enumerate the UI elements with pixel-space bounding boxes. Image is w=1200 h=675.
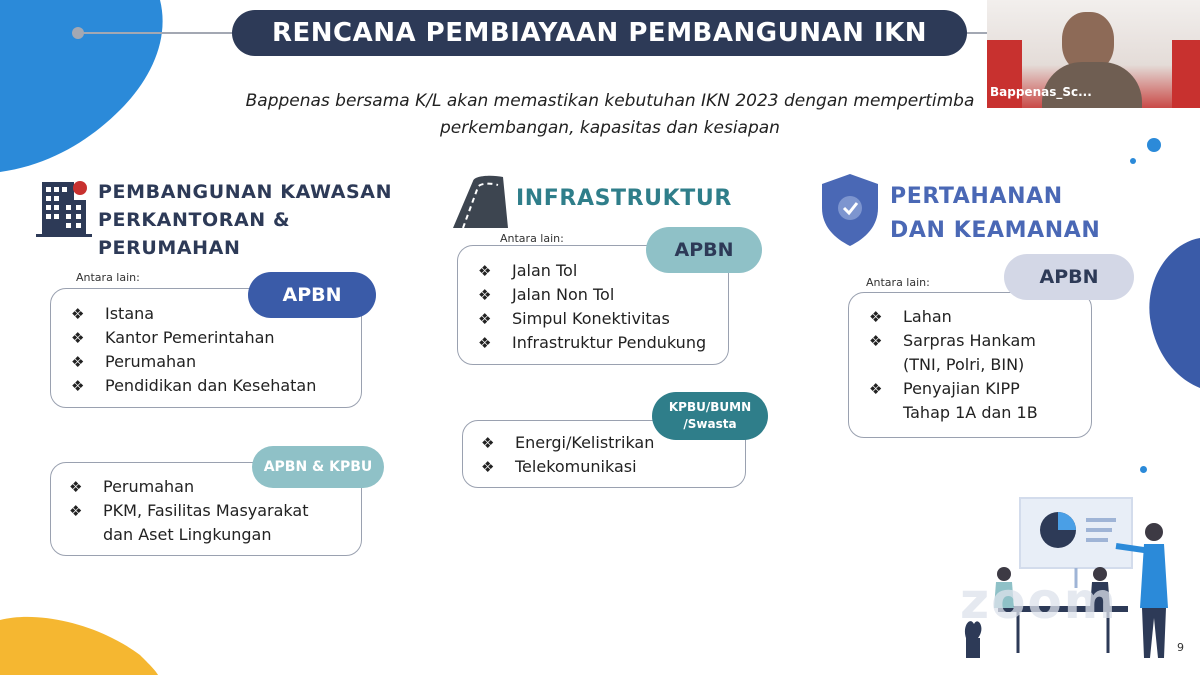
bullet-icon: ❖ (69, 478, 83, 496)
pertahanan-heading (890, 180, 1100, 248)
bullet-icon: ❖ (71, 377, 85, 395)
bullet-icon: ❖ (481, 458, 495, 476)
kawasan-heading-line: PERKANTORAN & (98, 209, 291, 231)
zoom-watermark: zoom (960, 572, 1118, 630)
list-item (481, 431, 654, 455)
list-item-label: Sarpras Hankam (903, 331, 1036, 350)
infrastruktur-heading: INFRASTRUKTUR (516, 186, 732, 211)
list-item-label: Tahap 1A dan 1B (903, 403, 1038, 422)
bullet-icon: ❖ (71, 329, 85, 347)
list-item-label: Penyajian KIPP (903, 379, 1020, 398)
bullet-icon: ❖ (478, 334, 492, 352)
subtitle-line: Bappenas bersama K/L akan memastikan kebutuhan IKN 2023 dengan mempertimba (245, 91, 975, 111)
slide-title: RENCANA PEMBIAYAAN PEMBANGUNAN IKN (232, 10, 967, 56)
bullet-icon: ❖ (478, 310, 492, 328)
list-item-label: Kantor Pemerintahan (105, 328, 275, 347)
badge-line: KPBU/BUMN (668, 400, 752, 414)
navy-blob-right (1135, 238, 1200, 388)
kawasan-heading (98, 178, 392, 262)
pertahanan-apbn-list (869, 305, 1038, 425)
list-item-label: Jalan Tol (512, 261, 578, 280)
deco-dot (1130, 158, 1136, 164)
list-item (71, 374, 316, 398)
kpbu-bumn-swasta-badge (652, 392, 768, 440)
blue-blob-top-left (0, 0, 170, 175)
list-item-label: Pendidikan dan Kesehatan (105, 376, 317, 395)
bullet-icon: ❖ (478, 262, 492, 280)
deco-dot (1147, 138, 1161, 152)
list-item (869, 353, 1038, 377)
list-item (478, 331, 706, 355)
pertahanan-heading-line: PERTAHANAN (890, 184, 1063, 209)
title-decor-line (78, 32, 238, 34)
participant-name: Bappenas_Sc... (990, 85, 1092, 99)
pertahanan-heading-line: DAN KEAMANAN (890, 218, 1101, 243)
infrastruktur-apbn-list (478, 259, 706, 355)
bullet-icon: ❖ (71, 353, 85, 371)
bullet-icon: ❖ (869, 332, 883, 350)
list-item (71, 350, 316, 374)
bullet-icon: ❖ (478, 286, 492, 304)
office-building-icon (36, 180, 92, 238)
kawasan-heading-line: PERUMAHAN (98, 237, 241, 259)
apbn-kpbu-badge: APBN & KPBU (252, 446, 384, 488)
list-item-label: dan Aset Lingkungan (103, 525, 272, 544)
deco-dot (1140, 466, 1147, 473)
list-item-label: Istana (105, 304, 155, 323)
list-item-label: (TNI, Polri, BIN) (903, 355, 1025, 374)
list-item-label: Simpul Konektivitas (512, 309, 670, 328)
list-item (869, 401, 1038, 425)
pertahanan-antara-label: Antara lain: (866, 276, 930, 289)
list-item (869, 305, 1038, 329)
list-item (478, 283, 706, 307)
list-item-label: Perumahan (103, 477, 195, 496)
list-item-label: Telekomunikasi (515, 457, 637, 476)
list-item (69, 523, 309, 547)
list-item-label: Energi/Kelistrikan (515, 433, 655, 452)
list-item (869, 377, 1038, 401)
yellow-blob-bottom-left (0, 610, 160, 675)
list-item (869, 329, 1038, 353)
infrastruktur-kpbu-list (481, 431, 654, 479)
slide-subtitle (150, 88, 1070, 142)
kawasan-heading-line: PEMBANGUNAN KAWASAN (98, 181, 393, 203)
list-item-label: Infrastruktur Pendukung (512, 333, 707, 352)
list-item (71, 326, 316, 350)
list-item (481, 455, 654, 479)
list-item-label: PKM, Fasilitas Masyarakat (103, 501, 309, 520)
shield-icon (822, 174, 878, 246)
bullet-icon: ❖ (69, 502, 83, 520)
road-icon (453, 173, 508, 228)
bullet-icon: ❖ (869, 380, 883, 398)
list-item (478, 307, 706, 331)
list-item-label: Jalan Non Tol (512, 285, 615, 304)
subtitle-line: perkembangan, kapasitas dan kesiapan (440, 118, 780, 138)
kawasan-antara-label: Antara lain: (76, 271, 140, 284)
video-red-banner-right (1172, 40, 1200, 108)
bullet-icon: ❖ (869, 308, 883, 326)
pertahanan-box-apbn (848, 292, 1092, 438)
bullet-icon: ❖ (71, 305, 85, 323)
apbn-badge: APBN (646, 227, 762, 273)
apbn-badge: APBN (1004, 254, 1134, 300)
list-item-label: Lahan (903, 307, 952, 326)
badge-line: /Swasta (683, 417, 737, 431)
page-number: 9 (1177, 641, 1184, 654)
bullet-icon: ❖ (481, 434, 495, 452)
apbn-badge: APBN (248, 272, 376, 318)
list-item-label: Perumahan (105, 352, 197, 371)
list-item (69, 499, 309, 523)
infrastruktur-antara-label: Antara lain: (500, 232, 564, 245)
